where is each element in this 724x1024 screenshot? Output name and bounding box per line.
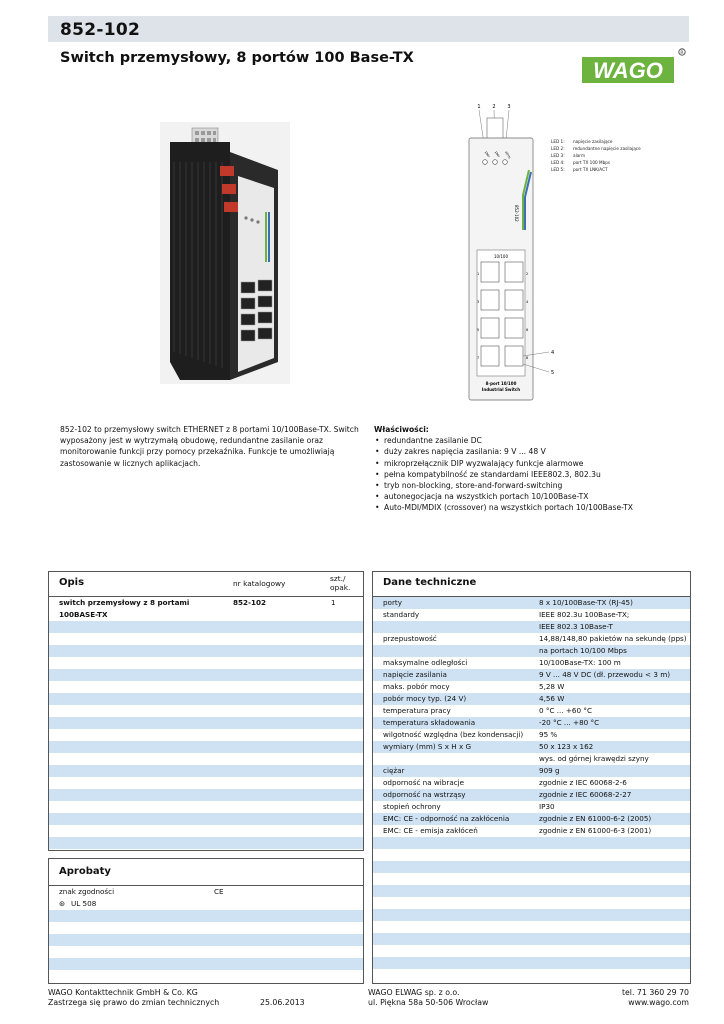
port-speed-label: 10/100: [493, 254, 509, 259]
tech-value: zgodnie z EN 61000-6-2 (2005): [539, 814, 652, 823]
tech-key: odporność na wstrząsy: [383, 790, 466, 799]
legend-text-4: port TX 100 Mbps: [573, 160, 611, 165]
legend-key-1: LED 1:: [551, 139, 565, 144]
footer-disclaimer: Zastrzega się prawo do zmian technicznych: [48, 998, 220, 1007]
port-num-8: 8: [526, 356, 529, 360]
bottom-label-2: Industrial Switch: [481, 387, 521, 392]
callout-1: 1: [477, 104, 481, 110]
tech-row-empty: [373, 945, 690, 957]
approval-row: [49, 885, 363, 898]
footer-phone: tel. 71 360 29 70: [621, 988, 689, 997]
tech-key: standardy: [383, 610, 420, 619]
callout-4: 4: [551, 350, 555, 356]
device-code-label: 852-102: [514, 205, 519, 222]
footer-distributor: WAGO ELWAG sp. z o.o.: [368, 988, 460, 997]
tech-key: ciężar: [383, 766, 405, 775]
tech-row-empty: [373, 933, 690, 945]
tech-row: [373, 645, 690, 657]
legend-text-5: port TX LNK/ACT: [573, 167, 608, 172]
port-num-3: 3: [477, 300, 480, 304]
approval-label: UL 508: [71, 899, 97, 908]
tech-key: wilgotność względna (bez kondensacji): [383, 730, 524, 739]
port-num-4: 4: [526, 300, 529, 304]
feature-item: • tryb non-blocking, store-and-forward-switching: [374, 480, 694, 491]
tech-value: 0 °C ... +60 °C: [539, 706, 592, 715]
order-table-title: Opis: [59, 577, 85, 588]
tech-value: 4,56 W: [539, 694, 565, 703]
tech-key: wymiary (mm) S x H x G: [383, 742, 472, 751]
product-photo: [160, 122, 290, 384]
tech-row: [373, 741, 690, 753]
ce-mark: CE: [214, 887, 224, 896]
features-heading: Właściwości:: [374, 425, 429, 434]
port-num-2: 2: [526, 272, 529, 276]
tech-key: przepustowość: [383, 634, 437, 643]
tech-row-empty: [373, 897, 690, 909]
tech-value: 5,28 W: [539, 682, 565, 691]
tech-key: maks. pobór mocy: [383, 682, 450, 691]
callout-2: 2: [492, 104, 496, 110]
tech-row-empty: [373, 837, 690, 849]
technical-data-title: Dane techniczne: [383, 577, 477, 588]
feature-item: • duży zakres napięcia zasilania: 9 V ... 48 V: [374, 446, 694, 457]
tech-value: wys. od górnej krawędzi szyny: [539, 754, 649, 763]
tech-row: [373, 597, 690, 609]
svg-text:R: R: [680, 51, 684, 56]
tech-key: stopień ochrony: [383, 802, 441, 811]
port-num-7: 7: [477, 356, 480, 360]
tech-key: temperatura pracy: [383, 706, 451, 715]
ul-icon: ⊛: [59, 899, 66, 908]
led-label-1: pwr: [484, 150, 491, 159]
tech-row: [373, 669, 690, 681]
title-bar: [48, 16, 689, 42]
technical-data-table: [372, 571, 691, 984]
approvals-table: [48, 858, 364, 984]
led-label-3: alrm: [504, 150, 512, 160]
front-view-drawing: [465, 100, 675, 405]
row-catalog: 852-102: [233, 598, 266, 607]
row-desc: switch przemysłowy z 8 portami: [59, 598, 190, 607]
legend-key-3: LED 3:: [551, 153, 565, 158]
features-section: [374, 424, 694, 514]
approvals-title: Aprobaty: [59, 866, 111, 877]
tech-value: zgodnie z IEC 60068-2-6: [539, 778, 627, 787]
product-description: 852-102 to przemysłowy switch ETHERNET z 8 portami 10/100Base-TX. Switch wyposażony jest w wytrzymałą obudowę, redundantne zasilanie oraz monitorowanie funkcji przy pomocy przekaźnika. Funkcje te umożliwiają zastosowanie w licznych aplikacjach.: [60, 425, 359, 468]
led-label-2: pwr: [494, 150, 501, 159]
port-num-1: 1: [477, 272, 480, 276]
tech-row: [373, 825, 690, 837]
footer-right: [560, 988, 689, 1008]
tech-row-empty: [373, 909, 690, 921]
tech-value: IP30: [539, 802, 555, 811]
footer-address: ul. Piękna 58a 50-506 Wrocław: [368, 998, 489, 1007]
tech-row-empty: [373, 969, 690, 981]
tech-value: na portach 10/100 Mbps: [539, 646, 627, 655]
tech-row-empty: [373, 957, 690, 969]
row-qty: 1: [331, 598, 336, 607]
tech-key: porty: [383, 598, 402, 607]
tech-value: IEEE 802.3u 100Base-TX;: [539, 610, 630, 619]
qty-header-line-1: szt./: [330, 574, 346, 583]
tech-value: 14,88/148,80 pakietów na sekundę (pps): [539, 634, 687, 643]
tech-row: [373, 705, 690, 717]
tech-row: [373, 777, 690, 789]
row-desc: 100BASE-TX: [59, 610, 108, 619]
logo-text: WAGO: [593, 58, 663, 83]
tech-row: [373, 633, 690, 645]
qty-column-header: [330, 574, 350, 592]
table-row: [49, 596, 363, 609]
bottom-label-1: 8-port 10/100: [485, 381, 517, 386]
tech-value: 95 %: [539, 730, 558, 739]
approval-label: znak zgodności: [59, 887, 115, 896]
approval-row: [49, 898, 363, 910]
tech-row-empty: [373, 921, 690, 933]
tech-value: 909 g: [539, 766, 560, 775]
product-title: Switch przemysłowy, 8 portów 100 Base-TX: [60, 50, 414, 66]
legend-text-1: napięcie zasilające: [573, 139, 613, 144]
legend-text-3: alarm: [573, 153, 586, 158]
tech-row: [373, 621, 690, 633]
tech-key: EMC: CE - odporność na zakłócenia: [383, 814, 510, 823]
tech-row: [373, 693, 690, 705]
tech-value: 10/100Base-TX: 100 m: [539, 658, 621, 667]
port-num-5: 5: [477, 328, 480, 332]
tech-value: 9 V ... 48 V DC (dł. przewodu < 3 m): [539, 670, 671, 679]
tech-value: zgodnie z EN 61000-6-3 (2001): [539, 826, 652, 835]
tech-row: [373, 609, 690, 621]
tech-key: temperatura składowania: [383, 718, 476, 727]
feature-item: • Auto-MDI/MDIX (crossover) na wszystkich portach 10/100Base-TX: [374, 502, 694, 513]
tech-value: zgodnie z IEC 60068-2-27: [539, 790, 632, 799]
footer-website[interactable]: www.wago.com: [628, 998, 689, 1007]
legend-text-2: redundantne napięcie zasilające: [573, 146, 641, 151]
tech-row-empty: [373, 873, 690, 885]
tech-row: [373, 789, 690, 801]
tech-row: [373, 717, 690, 729]
tech-row-empty: [373, 861, 690, 873]
feature-item: • redundantne zasilanie DC: [374, 435, 694, 446]
table-row: [49, 609, 363, 621]
feature-item: • autonegocjacja na wszystkich portach 10/100Base-TX: [374, 491, 694, 502]
catalog-column-header: nr katalogowy: [233, 579, 286, 588]
tech-key: maksymalne odległości: [383, 658, 468, 667]
tech-value: -20 °C ... +80 °C: [539, 718, 600, 727]
tech-key: odporność na wibracje: [383, 778, 465, 787]
feature-item: • mikroprzełącznik DIP wyzwalający funkcje alarmowe: [374, 458, 694, 469]
tech-row: [373, 801, 690, 813]
tech-row: [373, 753, 690, 765]
tech-row: [373, 765, 690, 777]
tech-row: [373, 729, 690, 741]
footer-company: WAGO Kontakttechnik GmbH & Co. KG: [48, 988, 198, 997]
callout-3: 3: [507, 104, 511, 110]
legend-key-2: LED 2:: [551, 146, 565, 151]
tech-value: 8 x 10/100Base-TX (RJ-45): [539, 598, 633, 607]
footer-middle: [368, 988, 488, 1008]
wago-logo: [578, 47, 688, 85]
tech-value: 50 x 123 x 162: [539, 742, 594, 751]
footer-left: [48, 988, 219, 1008]
callout-5: 5: [551, 370, 555, 376]
tech-row-empty: [373, 885, 690, 897]
legend-key-4: LED 4:: [551, 160, 565, 165]
feature-item: • pełna kompatybilność ze standardami IEEE802.3, 802.3u: [374, 469, 694, 480]
tech-key: pobór mocy typ. (24 V): [383, 694, 467, 703]
tech-key: EMC: CE - emisja zakłóceń: [383, 826, 478, 835]
tech-value: IEEE 802.3 10Base-T: [539, 622, 613, 631]
order-table: [48, 571, 364, 851]
footer-date: 25.06.2013: [260, 998, 305, 1007]
tech-row: [373, 657, 690, 669]
tech-row: [373, 813, 690, 825]
tech-row-empty: [373, 849, 690, 861]
tech-row: [373, 681, 690, 693]
port-num-6: 6: [526, 328, 529, 332]
tech-key: napięcie zasilania: [383, 670, 447, 679]
qty-header-line-2: opak.: [330, 583, 351, 592]
legend-key-5: LED 5:: [551, 167, 565, 172]
product-code: 852-102: [60, 20, 141, 40]
